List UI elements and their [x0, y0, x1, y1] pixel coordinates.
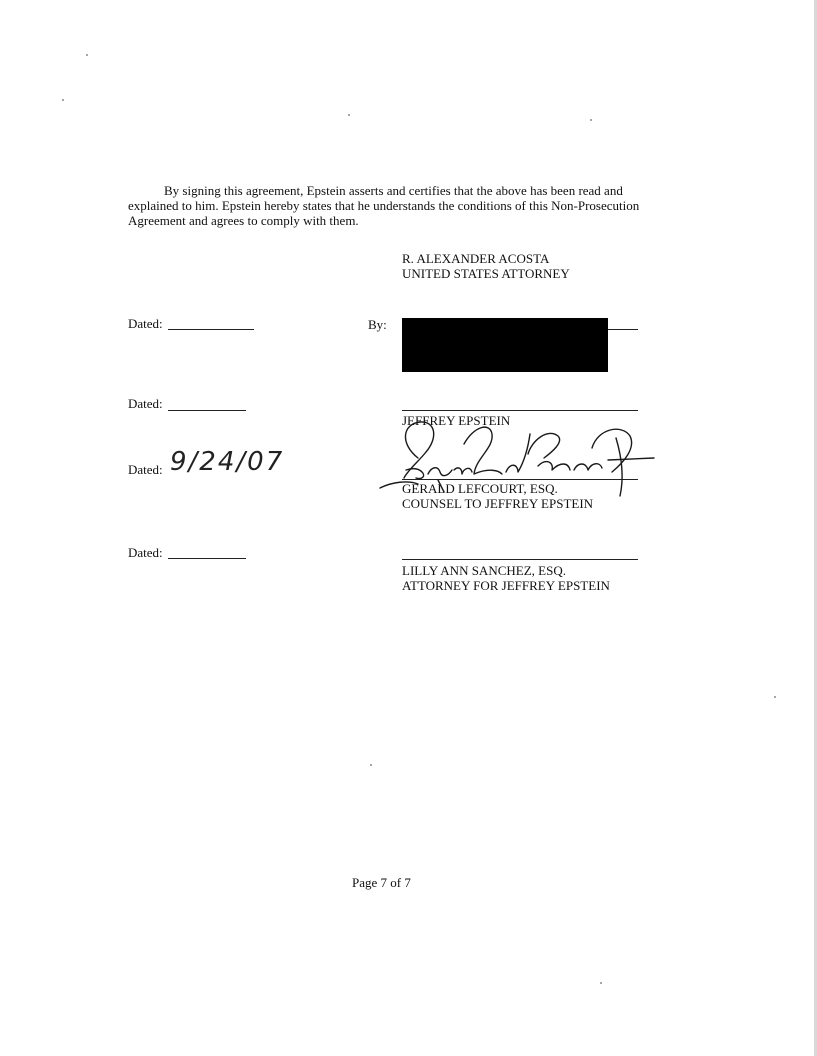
dated-label-1: Dated: — [128, 316, 163, 331]
scan-speck — [62, 99, 64, 101]
lefcourt-name: GERALD LEFCOURT, ESQ. — [402, 481, 558, 496]
redaction-block — [402, 318, 608, 372]
epstein-name: JEFFREY EPSTEIN — [402, 413, 511, 428]
dated-line-4 — [168, 558, 246, 559]
sanchez-signature-line — [402, 559, 638, 560]
certification-paragraph: By signing this agreement, Epstein asserts and certifies that the above has been read and explained to him. Epstein hereby states that he understands the conditions of this Non-Prosecution Agreement and agrees to comply with them. — [128, 183, 640, 228]
page-number-footer: Page 7 of 7 — [352, 875, 411, 890]
lefcourt-role: COUNSEL TO JEFFREY EPSTEIN — [402, 496, 594, 511]
dated-label-2: Dated: — [128, 396, 163, 411]
scan-speck — [600, 982, 602, 984]
us-attorney-name: R. ALEXANDER ACOSTA — [402, 251, 550, 266]
us-attorney-title: UNITED STATES ATTORNEY — [402, 266, 570, 281]
scan-speck — [370, 764, 372, 766]
scan-speck — [348, 114, 350, 116]
scan-speck — [774, 696, 776, 698]
sanchez-name: LILLY ANN SANCHEZ, ESQ. — [402, 563, 566, 578]
dated-line-2 — [168, 410, 246, 411]
sanchez-role: ATTORNEY FOR JEFFREY EPSTEIN — [402, 578, 610, 593]
epstein-signature-line — [402, 410, 638, 411]
lefcourt-signature-image — [378, 418, 658, 500]
handwritten-date: 9/24/07 — [170, 447, 285, 477]
dated-label-3: Dated: — [128, 462, 163, 477]
by-label: By: — [368, 317, 387, 332]
dated-line-1 — [168, 329, 254, 330]
scan-speck — [86, 54, 88, 56]
dated-label-4: Dated: — [128, 545, 163, 560]
scan-speck — [590, 119, 592, 121]
